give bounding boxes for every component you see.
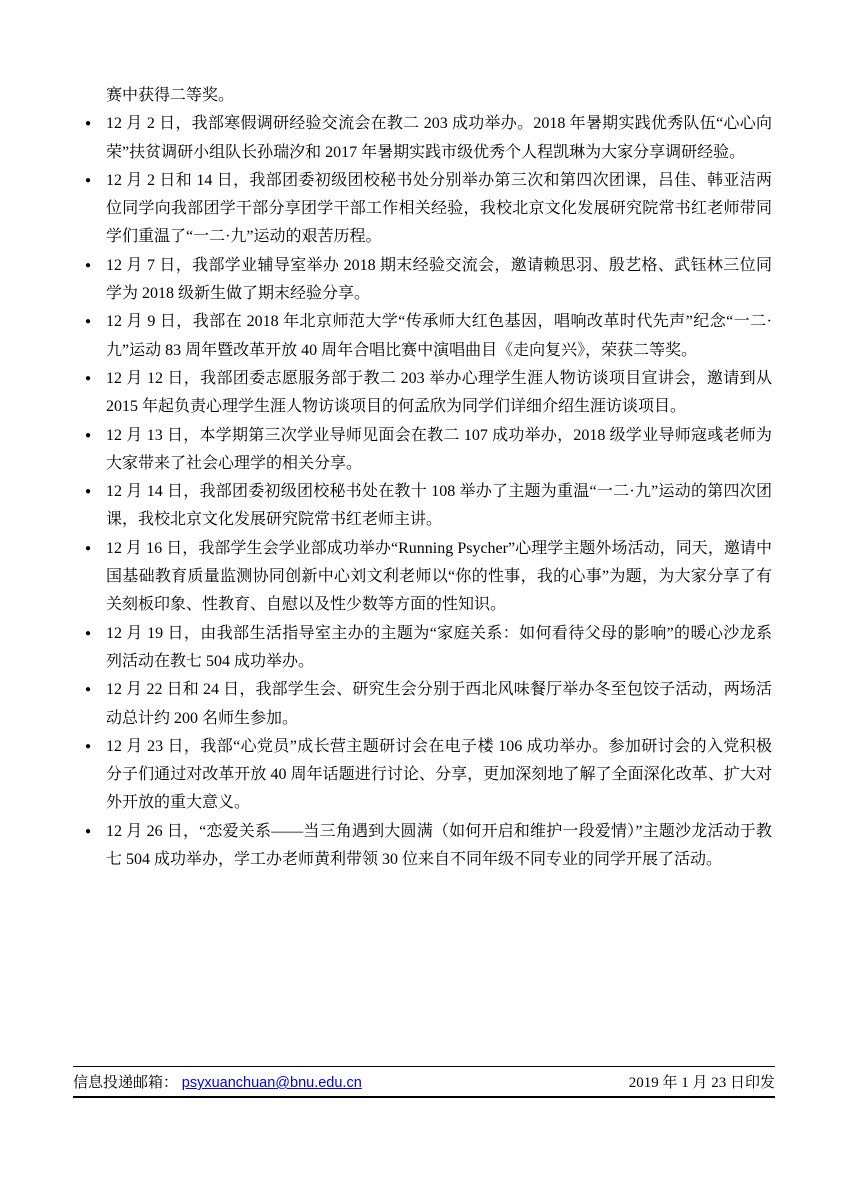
list-item — [85, 733, 772, 818]
list-item — [85, 252, 772, 309]
list-item-text: 12 月 22 日和 24 日，我部学生会、研究生会分别于西北风味餐厅举办冬至包饺子活动，两场活动总计约 200 名师生参加。 — [106, 681, 772, 727]
list-item-text: 12 月 16 日，我部学生会学业部成功举办“Running Psycher”心理学主题外场活动，同天，邀请中国基础教育质量监测协同创新中心刘文利老师以“你的性事，我的心事”为题，为大家分享了有关刻板印象、性教育、自慰以及性少数等方面的性知识。 — [106, 539, 772, 614]
list-item-text: 12 月 14 日，我部团委初级团校秘书处在教十 108 举办了主题为重温“一二·九”运动的第四次团课，我校北京文化发展研究院常书红老师主讲。 — [106, 483, 772, 529]
event-list — [85, 110, 772, 874]
bullet-icon: ● — [85, 316, 92, 328]
list-item-text: 12 月 9 日，我部在 2018 年北京师范大学“传承师大红色基因，唱响改革时代先声”纪念“一二·九”运动 83 周年暨改革开放 40 周年合唱比赛中演唱曲目《走向复兴》，荣获二等奖。 — [106, 313, 772, 359]
bullet-icon: ● — [85, 740, 92, 752]
list-item — [85, 478, 772, 535]
list-item-text: 12 月 7 日，我部学业辅导室举办 2018 期末经验交流会，邀请赖思羽、殷艺格、武钰林三位同学为 2018 级新生做了期末经验分享。 — [106, 256, 772, 303]
list-item — [85, 676, 772, 733]
footer-email-label: 信息投递邮箱： — [73, 1075, 179, 1091]
list-item — [85, 422, 772, 479]
list-item-text: 12 月 23 日，我部“心党员”成长营主题研讨会在电子楼 106 成功举办。参加研讨会的入党积极分子们通过对改革开放 40 周年话题进行讨论、分享，更加深刻地了解了全面深化改革、扩大对外开放的重大意义。 — [106, 737, 772, 812]
list-item-text: 12 月 12 日，我部团委志愿服务部于教二 203 举办心理学生涯人物访谈项目宣讲会，邀请到从 2015 年起负责心理学生涯人物访谈项目的何孟欣为同学们详细介绍生涯访谈项目。 — [106, 369, 772, 416]
list-item — [85, 365, 772, 422]
bullet-icon: ● — [85, 259, 92, 271]
list-item — [85, 308, 772, 365]
list-item — [85, 818, 772, 875]
bullet-icon: ● — [85, 118, 92, 130]
bullet-icon: ● — [85, 372, 92, 384]
list-item — [85, 167, 772, 252]
list-item — [85, 535, 772, 620]
newsletter-body — [85, 82, 772, 874]
bullet-icon: ● — [85, 627, 92, 639]
page-footer — [73, 1066, 775, 1098]
bullet-icon: ● — [85, 429, 92, 441]
footer-email — [73, 1071, 362, 1092]
paragraph-continuation: 赛中获得二等奖。 — [106, 87, 235, 104]
list-item — [85, 620, 772, 677]
bullet-icon: ● — [85, 174, 92, 186]
footer-print-date: 2019 年 1 月 23 日印发 — [628, 1075, 775, 1091]
list-item-text: 12 月 13 日，本学期第三次学业导师见面会在教二 107 成功举办，2018 级学业导师寇彧老师为大家带来了社会心理学的相关分享。 — [106, 426, 772, 472]
bullet-icon: ● — [85, 542, 92, 554]
list-item — [85, 110, 772, 167]
bullet-icon: ● — [85, 684, 92, 696]
bullet-icon: ● — [85, 486, 92, 498]
footer-email-link[interactable]: psyxuanchuan@bnu.edu.cn — [181, 1075, 362, 1091]
bullet-icon: ● — [85, 825, 92, 837]
list-item-text: 12 月 19 日，由我部生活指导室主办的主题为“家庭关系：如何看待父母的影响”的暖心沙龙系列活动在教七 504 成功举办。 — [106, 624, 772, 670]
list-item-text: 12 月 26 日，“恋爱关系——当三角遇到大圆满（如何开启和维护一段爱情）”主题沙龙活动于教七 504 成功举办，学工办老师黄利带领 30 位来自不同年级不同专业的同学开展了活动。 — [106, 822, 772, 869]
footer-row — [73, 1067, 775, 1096]
list-item-text: 12 月 2 日，我部寒假调研经验交流会在教二 203 成功举办。2018 年暑期实践优秀队伍“心心向荣”扶贫调研小组队长孙瑞汐和 2017 年暑期实践市级优秀个人程凯琳为大家分享调研经验。 — [106, 115, 772, 161]
list-item-text: 12 月 2 日和 14 日，我部团委初级团校秘书处分别举办第三次和第四次团课，吕佳、韩亚洁两位同学向我部团学干部分享团学干部工作相关经验，我校北京文化发展研究院常书红老师带同学们重温了“一二·九”运动的艰苦历程。 — [106, 171, 772, 246]
